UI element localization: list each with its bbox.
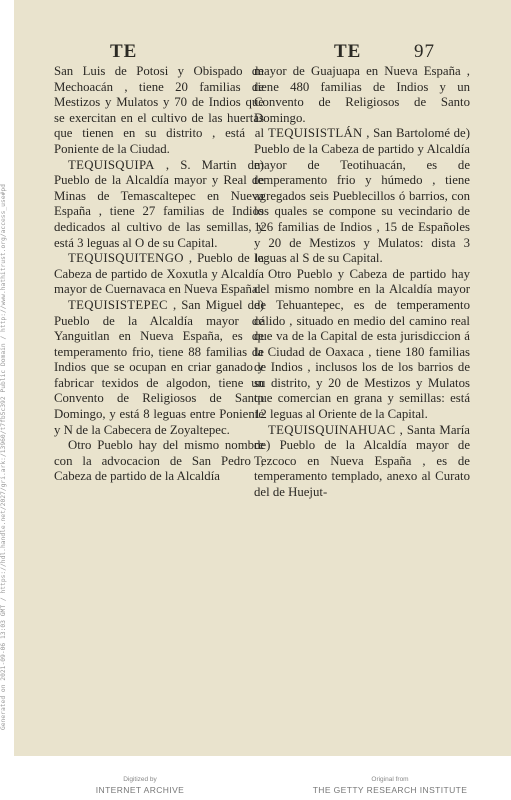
right-running-head: TE [334,41,362,62]
digitized-by-label: Digitized by [123,776,157,783]
original-from-label: Original from [371,776,409,783]
entry-headword: TEQUISQUINAHUAC [268,422,396,437]
entry-headword: TEQUISISTEPEC [68,297,168,312]
entry-headword: TEQUISISTLÁN [268,126,363,141]
left-text-column [54,64,264,485]
left-running-head: TE [110,41,138,62]
entry-headword: TEQUISQUIPA [68,157,155,172]
right-text-column [254,64,470,501]
paragraph-text: San Luis de Potosi y Obispado de Mechoacán , tiene 20 familias de Mestizos y Mulatos y 70 de Indios que se exercitan en el cultivo de las huertas que tienen en su distrito , está al Poniente de la Ciudad. [54,64,264,156]
paragraph-text: , Pueblo de la Cabeza de partido de Xoxutla y Alcaldía mayor de Cuernavaca en Nueva España. [54,251,264,297]
paragraph [254,423,470,501]
getty-institute-label: THE GETTY RESEARCH INSTITUTE [312,785,468,795]
paragraph [254,126,470,266]
digitized-by-credit [70,776,210,795]
paragraph-text: , S. Martin de) Pueblo de la Alcaldía mayor y Real de Minas de Temascaltepec en Nueva España , tiene 27 familias de Indios dedicados al cultivo de las semillas, y está 3 leguas al O de su Capital. [54,157,264,250]
hathitrust-watermark [0,184,14,730]
paragraph-text: , San Bartolomé de) Pueblo de la Cabeza de partido y Alcaldía mayor de Teotihuacán, es de temperamento frio y húmedo , tiene agregados seis Pueblecillos ó barrios, con los quales se compone su vecindario de 126 familias de Indios , 15 de Españoles y 20 de Mestizos y Mulatos: dista 3 leguas al S de su Capital. [254,126,470,266]
page-footer [0,756,511,800]
paragraph-text: Otro Pueblo y Cabeza de partido hay del mismo nombre en la Alcaldía mayor de Tehuantepec, es de temperamento cálido , situado en medio del camino real que va de la Capital de esta jurisdiccion á la Ciudad de Oaxaca , tiene 180 familias de Indios , inclusos los de los barrios de su distrito, y 20 de Mestizos y Mulatos que comercian en grana y semillas: está 12 leguas al Oriente de la Capital. [254,266,470,422]
book-page [14,0,511,756]
watermark-text: Generated on 2021-09-06 13:03 GMT / https://hdl.handle.net/2027/gri.ark:/13960/t7fb5c392 Public Domain / http://www.hathitrust.org/access_use#pd [0,184,7,730]
paragraph [254,267,470,423]
paragraph-text: mayor de Guajuapa en Nueva España , tiene 480 familias de Indios y un Convento de Religiosos de Santo Domingo. [254,64,470,125]
paragraph-text: , Santa María de) Pueblo de la Alcaldía mayor de Tezcoco en Nueva España , es de temperamento templado, anexo al Curato del de Huejut- [254,422,470,500]
paragraph [54,298,264,438]
page-number: 97 [414,41,435,62]
entry-headword: TEQUISQUITENGO [68,251,184,266]
paragraph [54,158,264,252]
internet-archive-label: INTERNET ARCHIVE [95,785,185,795]
paragraph [54,64,264,158]
paragraph-text: , San Miguel de) Pueblo de la Alcaldía mayor de Yanguitlan en Nueva España, es de temperamento frio, tiene 88 familias de Indios que se ocupan en criar ganado y fabricar texidos de algodon, tiene un Convento de Religiosos de Santo Domingo, y está 8 leguas entre Poniente y N de la Cabecera de Zoyaltepec. [54,297,264,437]
paragraph-text: Otro Pueblo hay del mismo nombre con la advocacion de San Pedro , Cabeza de partido de la Alcaldía [54,438,264,484]
paragraph [54,251,264,298]
paragraph [54,438,264,485]
original-from-credit [300,776,480,795]
paragraph [254,64,470,126]
